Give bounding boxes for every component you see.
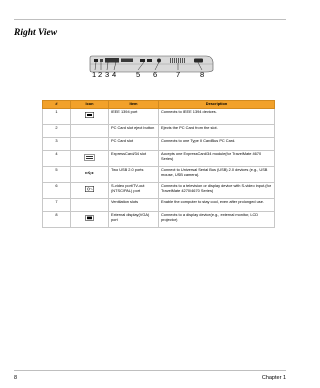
callout-1: 1	[92, 70, 97, 79]
row-item: PC Card slot eject button	[109, 125, 159, 138]
row-number: 1	[43, 109, 71, 125]
table-row	[43, 212, 275, 228]
expresscard-icon	[84, 154, 95, 161]
header-description: Description	[159, 101, 275, 109]
header-item: Item	[109, 101, 159, 109]
callout-7: 7	[176, 70, 181, 79]
usb-icon	[85, 170, 94, 176]
row-item: External display(VGA) port	[109, 212, 159, 228]
callout-5: 5	[136, 70, 141, 79]
row-item: PC Card slot	[109, 138, 159, 151]
ieee1394-icon	[85, 112, 94, 118]
table-row	[43, 125, 275, 138]
table-row	[43, 199, 275, 212]
svideo-icon	[85, 186, 94, 192]
row-number: 2	[43, 125, 71, 138]
table-row	[43, 109, 275, 125]
table-row	[43, 167, 275, 183]
row-item: IEEE 1394 port	[109, 109, 159, 125]
row-description: Accepts one ExpressCard/34 module(for TravelMate 4670 Series)	[159, 151, 275, 167]
row-icon-cell	[71, 199, 109, 212]
row-description: Enable the computer to stay cool, even after prolonged use.	[159, 199, 275, 212]
ports-table	[42, 100, 275, 228]
vga-icon	[85, 215, 94, 221]
callout-2: 2	[98, 70, 103, 79]
row-number: 5	[43, 167, 71, 183]
row-icon-cell	[71, 151, 109, 167]
row-item: Ventilation slots	[109, 199, 159, 212]
callout-6: 6	[153, 70, 158, 79]
callout-8: 8	[200, 70, 205, 79]
chapter-label: Chapter 1	[261, 375, 286, 381]
callout-4: 4	[112, 70, 117, 79]
row-number: 3	[43, 138, 71, 151]
row-description: Connects to one Type II CardBus PC Card.	[159, 138, 275, 151]
header-icon: Icon	[71, 101, 109, 109]
top-rule	[14, 19, 286, 20]
table-row	[43, 138, 275, 151]
row-description: Connect to Universal Serial Bus (USB) 2.0 devices (e.g., USB mouse, USB camera).	[159, 167, 275, 183]
table-header-row	[43, 101, 275, 109]
row-number: 8	[43, 212, 71, 228]
row-icon-cell	[71, 212, 109, 228]
row-icon-cell	[71, 109, 109, 125]
row-item: ExpressCard/34 slot	[109, 151, 159, 167]
table-row	[43, 183, 275, 199]
row-description: Ejects the PC Card from the slot.	[159, 125, 275, 138]
row-item: S-video port/TV-out (NTSC/PAL) port	[109, 183, 159, 199]
row-icon-cell	[71, 125, 109, 138]
row-description: Connects to IEEE 1394 devices.	[159, 109, 275, 125]
page-title: Right View	[14, 28, 58, 38]
callout-3: 3	[105, 70, 110, 79]
page-number: 8	[14, 375, 18, 381]
row-number: 6	[43, 183, 71, 199]
row-icon-cell	[71, 167, 109, 183]
row-description: Connects to a display device(e.g., external monitor, LCD projector)	[159, 212, 275, 228]
header-number: #	[43, 101, 71, 109]
table-row	[43, 151, 275, 167]
footer-rule	[14, 370, 286, 371]
row-icon-cell	[71, 138, 109, 151]
row-icon-cell	[71, 183, 109, 199]
figure-callouts	[86, 70, 216, 82]
row-item: Two USB 2.0 ports	[109, 167, 159, 183]
row-description: Connects to a television or display device with S-video input.(for TravelMate 4270/4670 Series)	[159, 183, 275, 199]
row-number: 7	[43, 199, 71, 212]
row-number: 4	[43, 151, 71, 167]
